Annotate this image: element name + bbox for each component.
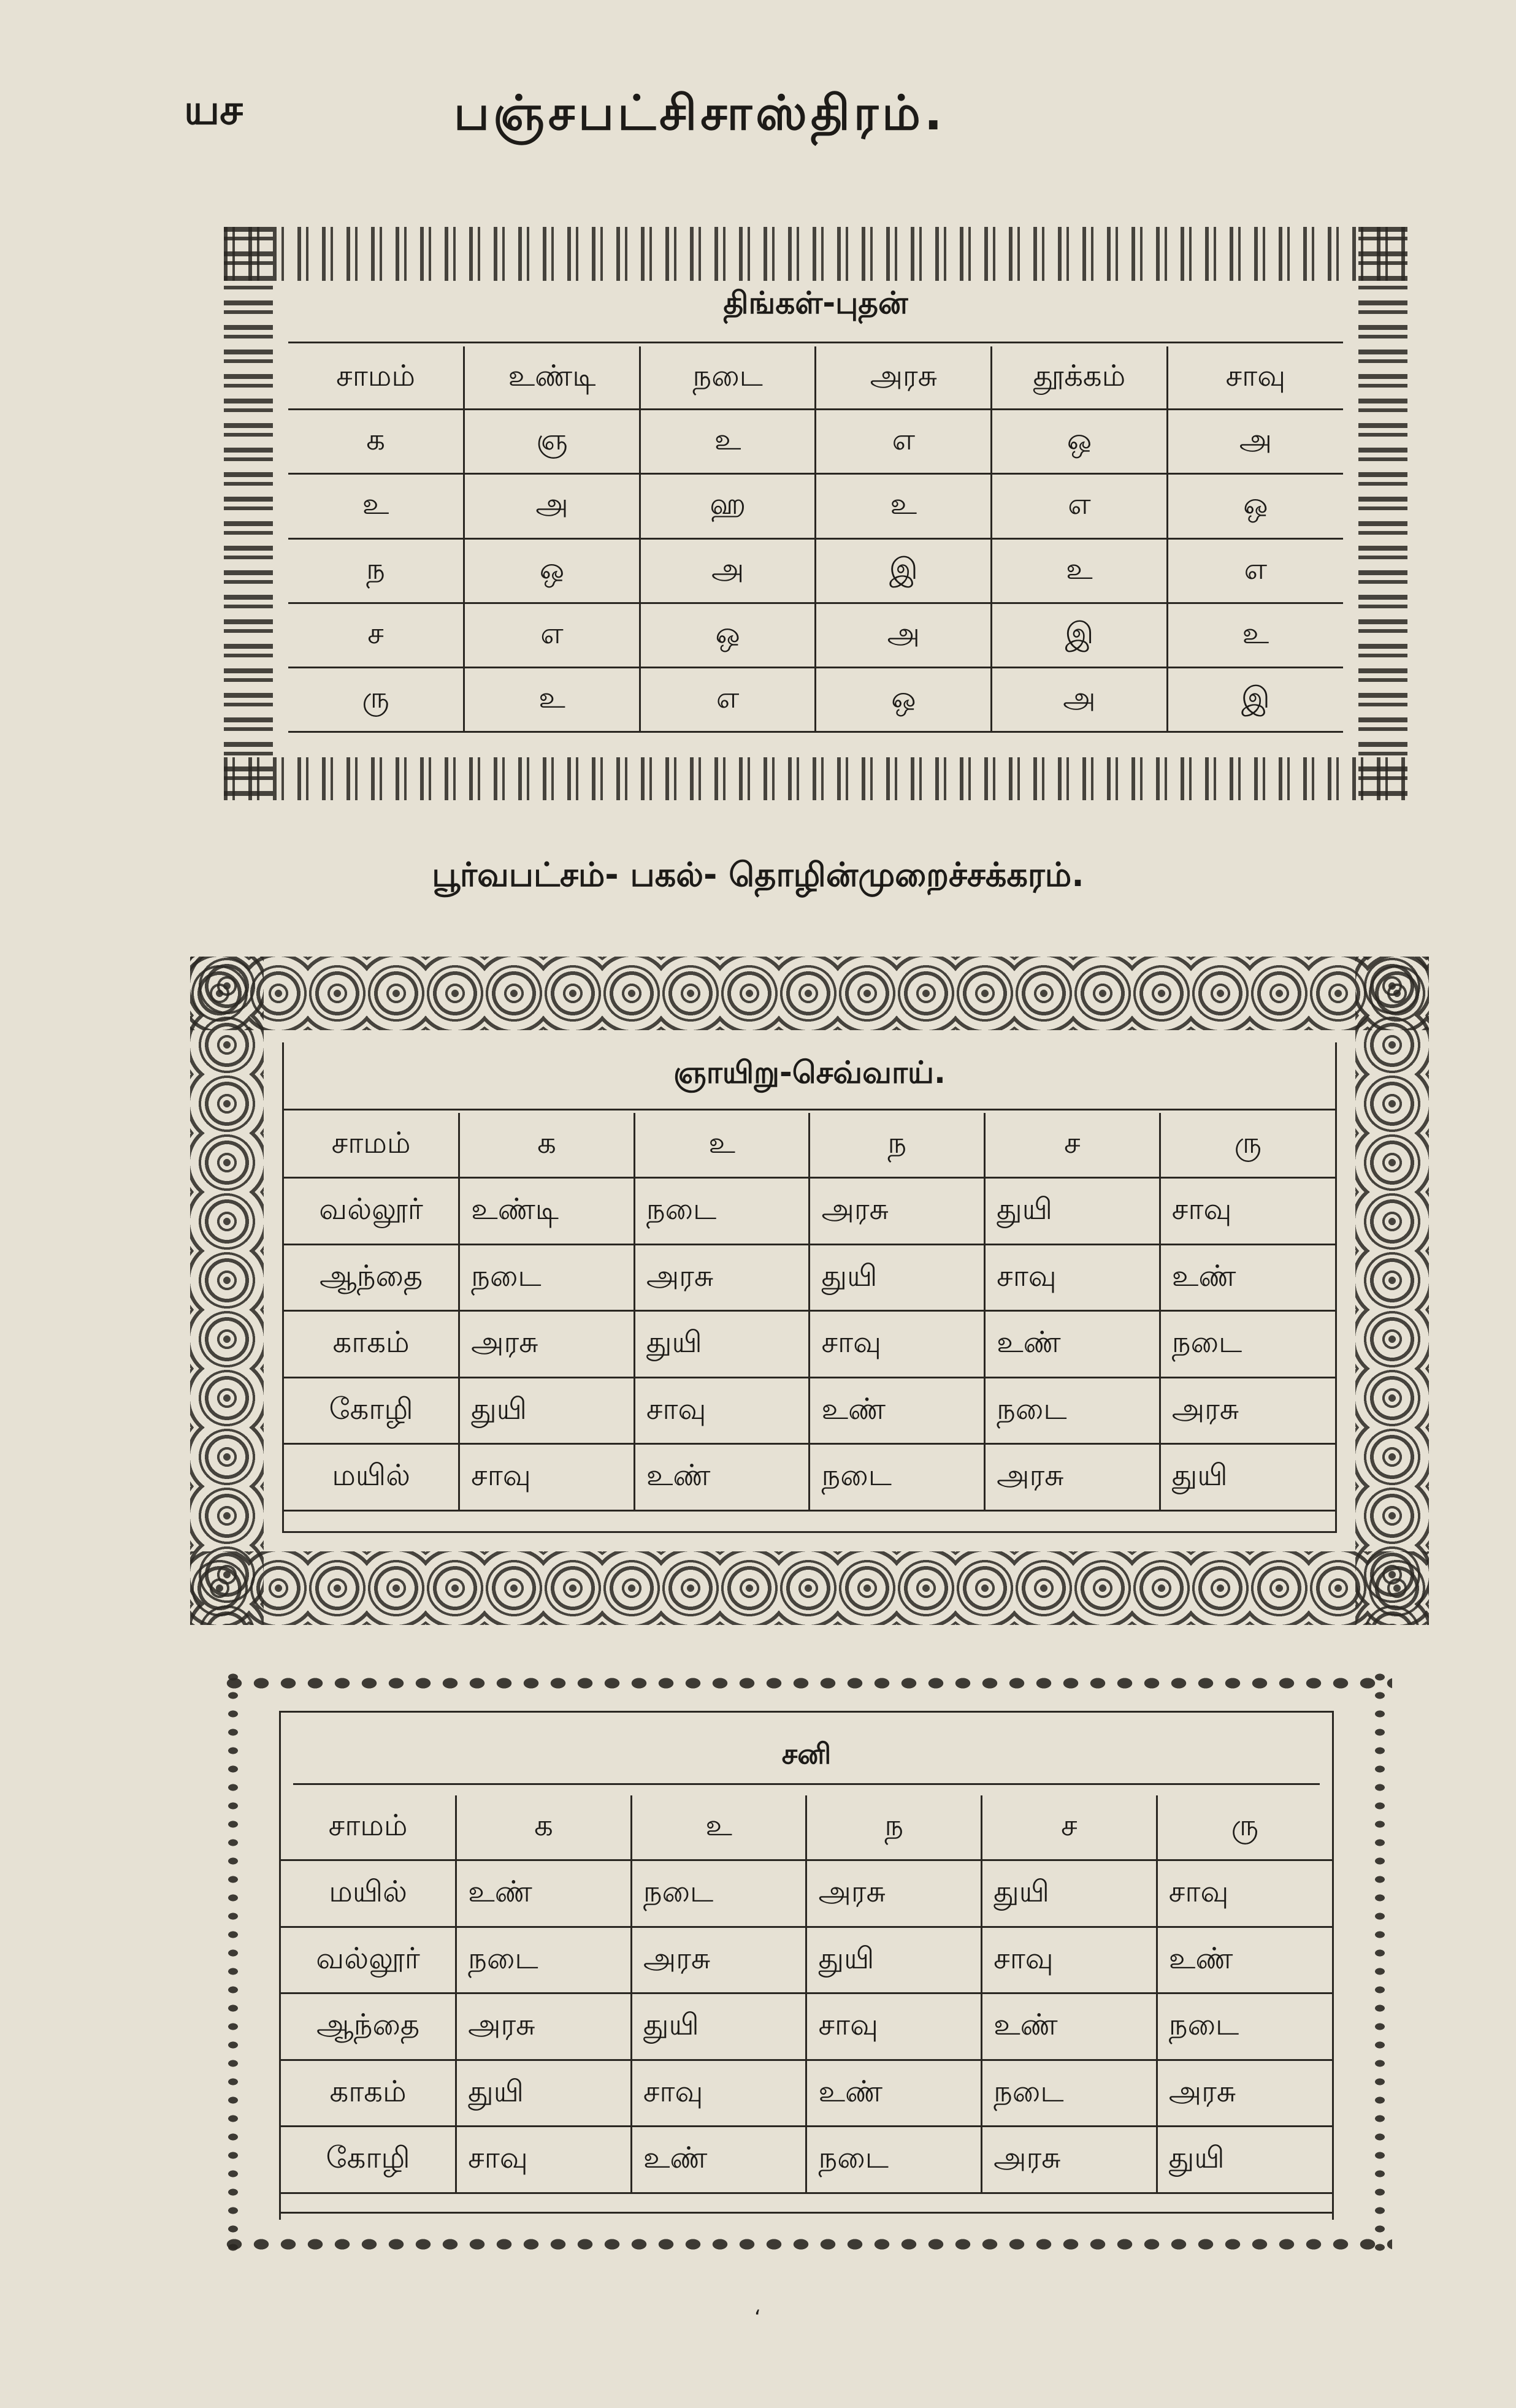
table-cell: நடை bbox=[631, 1860, 806, 1927]
table-header-row bbox=[284, 1113, 1335, 1178]
column-header: ந bbox=[806, 1795, 982, 1860]
row-label: ஆந்தை bbox=[281, 1993, 456, 2060]
table-cell: உண் bbox=[456, 1860, 632, 1927]
table-cell: நடை bbox=[1160, 1311, 1335, 1378]
flower-border-left bbox=[190, 957, 264, 1625]
table-cell: ஹ bbox=[640, 474, 816, 538]
flower-border-bottom bbox=[190, 1551, 1429, 1625]
flower-border-right bbox=[1355, 957, 1429, 1625]
table-cell: அரசு bbox=[806, 1860, 982, 1927]
table-cell: துயி bbox=[985, 1178, 1160, 1245]
table-cell: எ bbox=[1167, 538, 1343, 603]
running-title: பஞ்சபட்சிசாஸ்திரம். bbox=[454, 86, 946, 141]
page-number: யச bbox=[184, 86, 243, 134]
ornamental-frame-1 bbox=[224, 227, 1407, 800]
table-cell: நடை bbox=[982, 2060, 1157, 2127]
table-cell: ஒ bbox=[1167, 474, 1343, 538]
column-header: உ bbox=[631, 1795, 806, 1860]
table-3-title: சனி bbox=[781, 1737, 832, 1770]
table-cell: உண் bbox=[985, 1311, 1160, 1378]
table-cell: துயி bbox=[459, 1377, 635, 1444]
table-cell: சாவு bbox=[634, 1377, 810, 1444]
table-1 bbox=[288, 346, 1343, 733]
table-cell: உண் bbox=[1160, 1244, 1335, 1311]
table-cell: அ bbox=[640, 538, 816, 603]
table-cell: ஒ bbox=[992, 410, 1168, 474]
table-cell: அ bbox=[464, 474, 640, 538]
table-cell: அரசு bbox=[1157, 2060, 1332, 2127]
table-cell: இ bbox=[816, 538, 992, 603]
table-row bbox=[281, 1927, 1332, 1993]
table-cell: அரசு bbox=[982, 2127, 1157, 2193]
table-cell: சாவு bbox=[806, 1993, 982, 2060]
table-cell: நடை bbox=[1157, 1993, 1332, 2060]
table-cell: உ bbox=[288, 474, 464, 538]
column-header: உ bbox=[634, 1113, 810, 1178]
table-row bbox=[288, 538, 1343, 603]
table-header-row bbox=[281, 1795, 1332, 1860]
row-label: காகம் bbox=[281, 2060, 456, 2127]
vine-border-left bbox=[224, 227, 273, 800]
vine-border-top bbox=[224, 227, 1407, 281]
ornamental-frame-2 bbox=[190, 957, 1429, 1625]
bead-border-top bbox=[221, 1668, 1392, 1699]
table-2-panel bbox=[282, 1042, 1337, 1533]
table-cell: துயி bbox=[456, 2060, 632, 2127]
table-cell: அ bbox=[992, 667, 1168, 732]
table-1-rule bbox=[288, 342, 1343, 343]
table-row bbox=[284, 1377, 1335, 1444]
row-label: ஆந்தை bbox=[284, 1244, 459, 1311]
table-3-panel bbox=[279, 1711, 1334, 2220]
bead-border-right bbox=[1368, 1668, 1392, 2260]
table-cell: துயி bbox=[806, 1927, 982, 1993]
table-cell: ஒ bbox=[464, 538, 640, 603]
table-3 bbox=[281, 1795, 1332, 2194]
table-cell: நடை bbox=[806, 2127, 982, 2193]
table-cell: சாவு bbox=[985, 1244, 1160, 1311]
table-row bbox=[288, 474, 1343, 538]
table-cell: அரசு bbox=[631, 1927, 806, 1993]
table-cell: உ bbox=[640, 410, 816, 474]
row-label: மயில் bbox=[284, 1444, 459, 1511]
table-cell: துயி bbox=[634, 1311, 810, 1378]
table-cell: எ bbox=[816, 410, 992, 474]
table-cell: இ bbox=[992, 603, 1168, 667]
table-cell: இ bbox=[1167, 667, 1343, 732]
table-cell: சாவு bbox=[631, 2060, 806, 2127]
row-label: காகம் bbox=[284, 1311, 459, 1378]
table-cell: துயி bbox=[982, 1860, 1157, 1927]
table-cell: சாவு bbox=[456, 2127, 632, 2193]
row-label: வல்லூர் bbox=[281, 1927, 456, 1993]
table-cell: உண் bbox=[1157, 1927, 1332, 1993]
table-cell: நடை bbox=[456, 1927, 632, 1993]
table-cell: நடை bbox=[985, 1377, 1160, 1444]
column-header: ந bbox=[810, 1113, 985, 1178]
column-header: தூக்கம் bbox=[992, 346, 1168, 410]
table-row bbox=[284, 1311, 1335, 1378]
vine-border-bottom bbox=[224, 757, 1407, 800]
table-row bbox=[281, 1860, 1332, 1927]
column-header: ச bbox=[985, 1113, 1160, 1178]
bead-border-bottom bbox=[221, 2229, 1392, 2260]
page-mark: ‘ bbox=[754, 2306, 761, 2330]
section-heading: பூர்வபட்சம்- பகல்- தொழின்முறைச்சக்கரம். bbox=[432, 855, 1084, 894]
table-row bbox=[288, 667, 1343, 732]
table-cell: ந bbox=[288, 538, 464, 603]
column-header: சாமம் bbox=[281, 1795, 456, 1860]
table-cell: துயி bbox=[631, 1993, 806, 2060]
table-row bbox=[281, 2127, 1332, 2193]
table-cell: ரு bbox=[288, 667, 464, 732]
row-label: கோழி bbox=[281, 2127, 456, 2193]
table-cell: உண்டி bbox=[459, 1178, 635, 1245]
table-cell: எ bbox=[640, 667, 816, 732]
table-cell: அரசு bbox=[634, 1244, 810, 1311]
page-header bbox=[184, 86, 1332, 159]
table-2-title: ஞாயிறு-செவ்வாய். bbox=[673, 1055, 946, 1090]
flower-border-top bbox=[190, 957, 1429, 1030]
table-cell: உ bbox=[464, 667, 640, 732]
table-cell: அரசு bbox=[456, 1993, 632, 2060]
column-header: ரு bbox=[1157, 1795, 1332, 1860]
ornamental-frame-3 bbox=[221, 1668, 1392, 2260]
table-row bbox=[284, 1444, 1335, 1511]
table-cell: துயி bbox=[1157, 2127, 1332, 2193]
table-cell: உண் bbox=[982, 1993, 1157, 2060]
column-header: சாமம் bbox=[284, 1113, 459, 1178]
column-header: நடை bbox=[640, 346, 816, 410]
table-cell: உ bbox=[992, 538, 1168, 603]
column-header: ரு bbox=[1160, 1113, 1335, 1178]
table-row bbox=[281, 1993, 1332, 2060]
table-cell: சாவு bbox=[982, 1927, 1157, 1993]
row-label: மயில் bbox=[281, 1860, 456, 1927]
table-cell: சாவு bbox=[459, 1444, 635, 1511]
table-cell: அரசு bbox=[459, 1311, 635, 1378]
column-header: க bbox=[456, 1795, 632, 1860]
bead-border-left bbox=[221, 1668, 245, 2260]
table-cell: சாவு bbox=[1157, 1860, 1332, 1927]
table-3-rule bbox=[293, 1783, 1320, 1785]
table-cell: உண் bbox=[810, 1377, 985, 1444]
vine-border-right bbox=[1358, 227, 1407, 800]
table-cell: உண் bbox=[806, 2060, 982, 2127]
table-2 bbox=[284, 1113, 1335, 1512]
table-cell: ச bbox=[288, 603, 464, 667]
column-header: ச bbox=[982, 1795, 1157, 1860]
table-cell: அ bbox=[816, 603, 992, 667]
table-row bbox=[281, 2060, 1332, 2127]
table-cell: உண் bbox=[634, 1444, 810, 1511]
column-header: சாவு bbox=[1167, 346, 1343, 410]
table-cell: நடை bbox=[810, 1444, 985, 1511]
table-cell: நடை bbox=[459, 1244, 635, 1311]
column-header: அரசு bbox=[816, 346, 992, 410]
table-cell: உண் bbox=[631, 2127, 806, 2193]
table-cell: சாவு bbox=[810, 1311, 985, 1378]
table-row bbox=[288, 410, 1343, 474]
table-1-panel bbox=[288, 285, 1343, 757]
table-cell: எ bbox=[992, 474, 1168, 538]
table-cell: உ bbox=[1167, 603, 1343, 667]
table-cell: நடை bbox=[634, 1178, 810, 1245]
table-cell: துயி bbox=[810, 1244, 985, 1311]
table-cell: துயி bbox=[1160, 1444, 1335, 1511]
table-cell: ஒ bbox=[816, 667, 992, 732]
row-label: வல்லூர் bbox=[284, 1178, 459, 1245]
table-cell: அரசு bbox=[810, 1178, 985, 1245]
table-1-title: திங்கள்-புதன் bbox=[723, 285, 908, 321]
table-cell: க bbox=[288, 410, 464, 474]
table-cell: சாவு bbox=[1160, 1178, 1335, 1245]
table-cell: அரசு bbox=[1160, 1377, 1335, 1444]
table-header-row bbox=[288, 346, 1343, 410]
table-row bbox=[284, 1244, 1335, 1311]
column-header: சாமம் bbox=[288, 346, 464, 410]
table-row bbox=[288, 603, 1343, 667]
table-row bbox=[284, 1178, 1335, 1245]
table-cell: உ bbox=[816, 474, 992, 538]
table-cell: எ bbox=[464, 603, 640, 667]
table-cell: அரசு bbox=[985, 1444, 1160, 1511]
column-header: க bbox=[459, 1113, 635, 1178]
table-cell: ஞ bbox=[464, 410, 640, 474]
column-header: உண்டி bbox=[464, 346, 640, 410]
row-label: கோழி bbox=[284, 1377, 459, 1444]
table-cell: ஒ bbox=[640, 603, 816, 667]
table-2-rule bbox=[284, 1109, 1335, 1110]
table-3-bottom-rule bbox=[281, 2212, 1332, 2214]
table-2-bottom-rule bbox=[284, 1531, 1335, 1533]
table-cell: அ bbox=[1167, 410, 1343, 474]
